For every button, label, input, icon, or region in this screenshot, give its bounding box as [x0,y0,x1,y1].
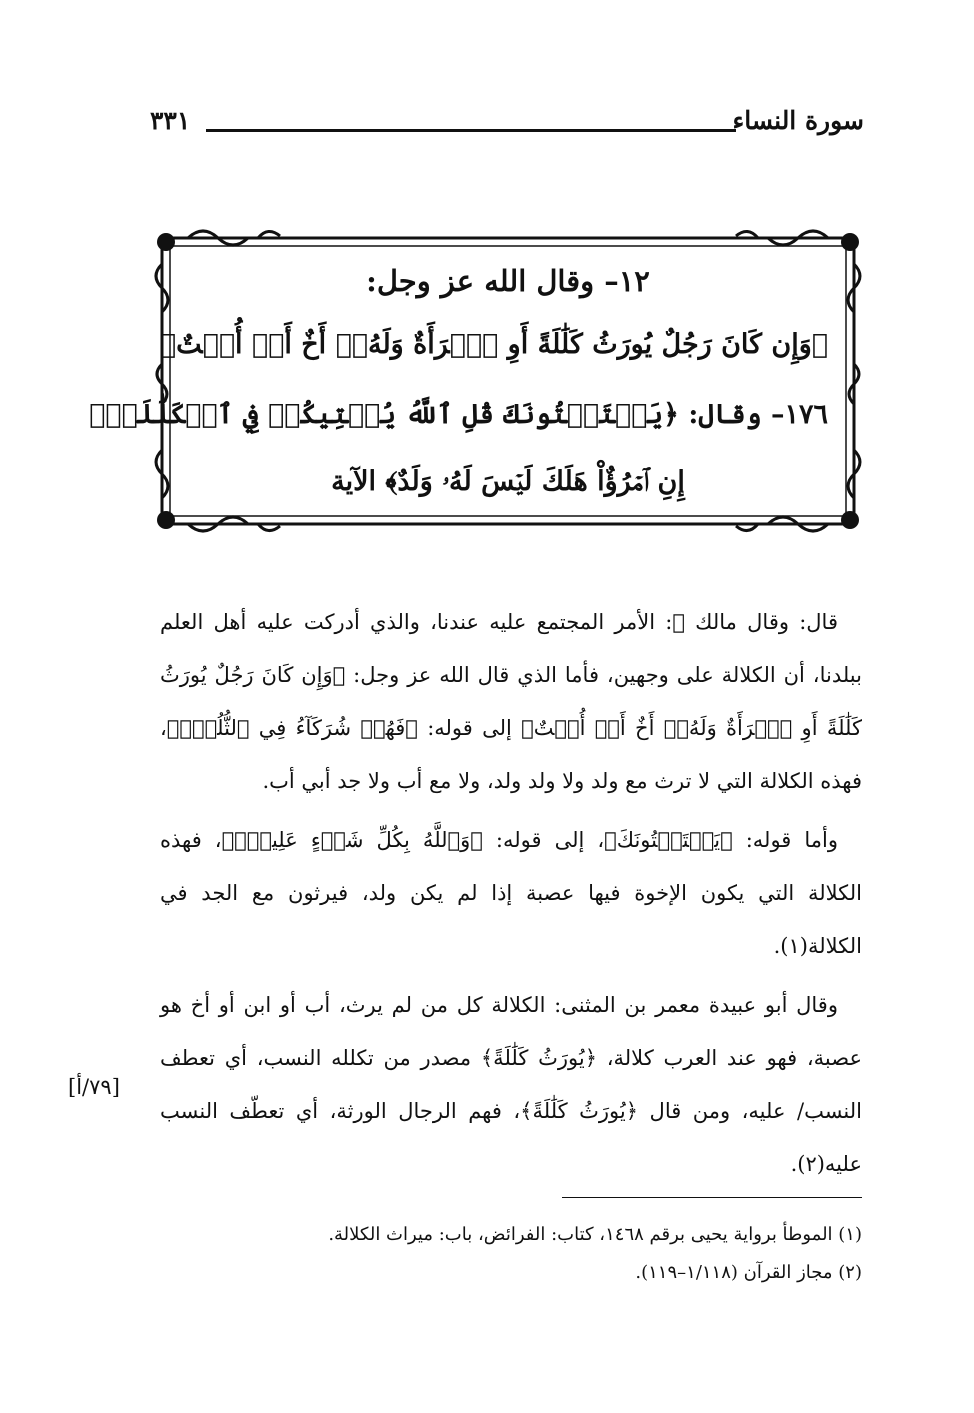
footnotes [160,1216,862,1292]
ornamental-frame [89,224,868,538]
paragraph-istiftaa: وأما قوله: ﴿يَسۡتَفۡتُونَكَ﴾، إلى قوله: ﴿وَٱللَّهُ بِكُلِّ شَيۡءٍ عَلِيمُۢ﴾، فهذه الكلالة التي يكون الإخوة فيها عصبة إذا لم يكن ولد، فيرثون مع الجد في الكلالة(١). [160,828,862,958]
surah-title: سورة النساء [732,106,864,135]
footnote-rule [562,1197,862,1198]
frame-line-verse-176: ١٧٦– وقال: ﴿يَسۡتَفۡتُونَكَ قُلِ ٱللَّهُ يُفۡتِيكُمۡ فِي ٱلۡكَلَٰلَةِۚ [89,399,828,430]
body-text [160,596,862,1197]
frame-line-verse-176-cont: إِنِ ٱمۡرُؤٌاْ هَلَكَ لَيۡسَ لَهُۥ وَلَدٌ﴾ الآية [331,466,685,497]
paragraph-abu-ubayda: وقال أبو عبيدة معمر بن المثنى: الكلالة كل من لم يرث، أب أو ابن أو أخ هو عصبة، فهو عند العرب كلالة، ﴿يُورَثُ كَلَٰلَةً﴾ مصدر من تكلله النسب، أي تعطف النسب/ عليه، ومن قال ﴿يُورَثُ كَلَٰلَةً﴾، فهم الرجال الورثة، أي تعطّف النسب عليه(٢). [160,993,862,1176]
page-number: ٣٣١ [150,106,191,135]
header-rule [206,129,736,132]
paragraph-malik: قال: وقال مالك ﷺ: الأمر المجتمع عليه عندنا، والذي أدركت عليه أهل العلم ببلدنا، أن الكلالة على وجهين، فأما الذي قال الله عز وجل: ﴿وَإِن كَانَ رَجُلٌ يُورَثُ كَلَٰلَةً أَوِ ٱمۡرَأَةٌ وَلَهُۥٓ أَخٌ أَوۡ أُخۡتٌ﴾ إلى قوله: ﴿فَهُمۡ شُرَكَآءُ فِي ٱلثُّلُثِۚ﴾، فهذه الكلالة التي لا ترث مع ولد ولا ولد ولد، ولا مع أب ولا جد أبي أب. [160,610,862,793]
frame-line-heading: ١٢– وقال الله عز وجل: [366,264,650,298]
frame-line-verse-12: ﴿وَإِن كَانَ رَجُلٌ يُورَثُ كَلَٰلَةً أَوِ ٱمۡرَأَةٌ وَلَهُۥٓ أَخٌ أَوۡ أُخۡتٌ﴾ [159,329,828,360]
footnote-1: (١) الموطأ برواية يحيى برقم ١٤٦٨، كتاب: الفرائض، باب: ميراث الكلالة. [328,1224,862,1245]
page-header [150,106,864,146]
footnote-2: (٢) مجاز القرآن (١/١١٨–١١٩). [635,1262,862,1283]
manuscript-folio-ref: [٧٩/أ] [68,1075,120,1099]
